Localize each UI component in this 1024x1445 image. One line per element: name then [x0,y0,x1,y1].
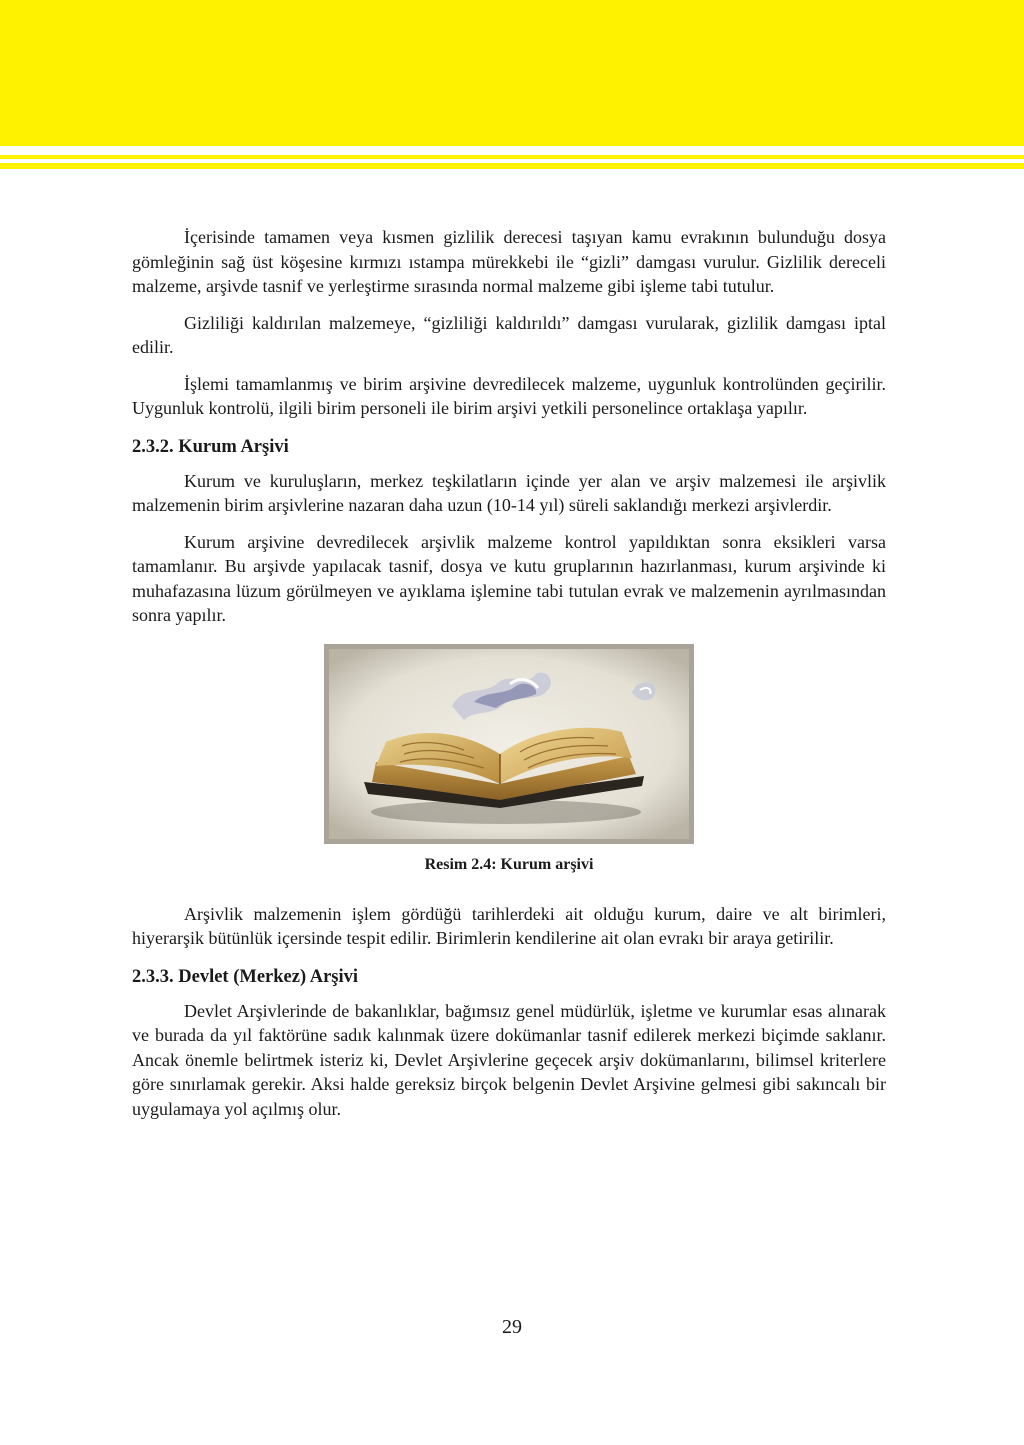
paragraph: Kurum ve kuruluşların, merkez teşkilatların içinde yer alan ve arşiv malzemesi ile arşivlik malzemenin birim arşivlerine nazaran daha uzun (10-14 yıl) süreli saklandığı merkezi arşivlerdir. [132,470,886,515]
header-stripe-1 [0,155,1024,159]
paragraph: Arşivlik malzemenin işlem gördüğü tarihlerdeki ait olduğu kurum, daire ve alt birimleri, hiyerarşik bütünlük içersinde tespit edilir. Birimlerin kendilerine ait olan evrakı bir araya getirilir. [132,903,886,948]
page-content [132,225,886,1133]
paragraph: Kurum arşivine devredilecek arşivlik malzeme kontrol yapıldıktan sonra eksikleri varsa tamamlanır. Bu arşivde yapılacak tasnif, dosya ve kutu gruplarının hazırlanması, kurum arşivinde ki muhafazasına lüzum görülmeyen ve ayıklama işlemine tabi tutulan evrak ve malzemenin ayrılmasından sonra yapılır. [132,531,886,625]
open-book-illustration [324,644,694,844]
section-heading-devlet-arsivi: 2.3.3. Devlet (Merkez) Arşivi [132,966,359,987]
header-stripe-2 [0,163,1024,169]
header-band [0,0,1024,146]
page-number: 29 [502,1316,522,1338]
paragraph: İçerisinde tamamen veya kısmen gizlilik derecesi taşıyan kamu evrakının bulunduğu dosya gömleğinin sağ üst köşesine kırmızı ıstampa mürekkebi ile “gizli” damgası vurulur. Gizlilik dereceli malzeme, arşivde tasnif ve yerleştirme sırasında normal malzeme gibi işleme tabi tutulur. [132,227,886,296]
figure-kurum-arsivi [132,644,886,876]
paragraph: Devlet Arşivlerinde de bakanlıklar, bağımsız genel müdürlük, işletme ve kurumlar esas alınarak ve burada da yıl faktörüne sadık kalınmak üzere dokümanlar tasnif edilerek merkezi biçimde saklanır. Ancak önemle belirtmek isteriz ki, Devlet Arşivlerine geçecek arşiv dokümanlarını, bilimsel kriterlere göre sınırlamak gerekir. Aksi halde gereksiz birçok belgenin Devlet Arşivine gelmesi gibi sakıncalı bir uygulamaya yol açılmış olur. [132,1000,886,1119]
figure-caption: Resim 2.4: Kurum arşivi [424,855,594,873]
paragraph: Gizliliği kaldırılan malzemeye, “gizliliği kaldırıldı” damgası vurularak, gizlilik damgası iptal edilir. [132,312,886,357]
section-heading-kurum-arsivi: 2.3.2. Kurum Arşivi [132,436,289,457]
paragraph: İşlemi tamamlanmış ve birim arşivine devredilecek malzeme, uygunluk kontrolünden geçirilir. Uygunluk kontrolü, ilgili birim personeli ile birim arşivi yetkili personelince ortaklaşa yapılır. [132,373,886,418]
